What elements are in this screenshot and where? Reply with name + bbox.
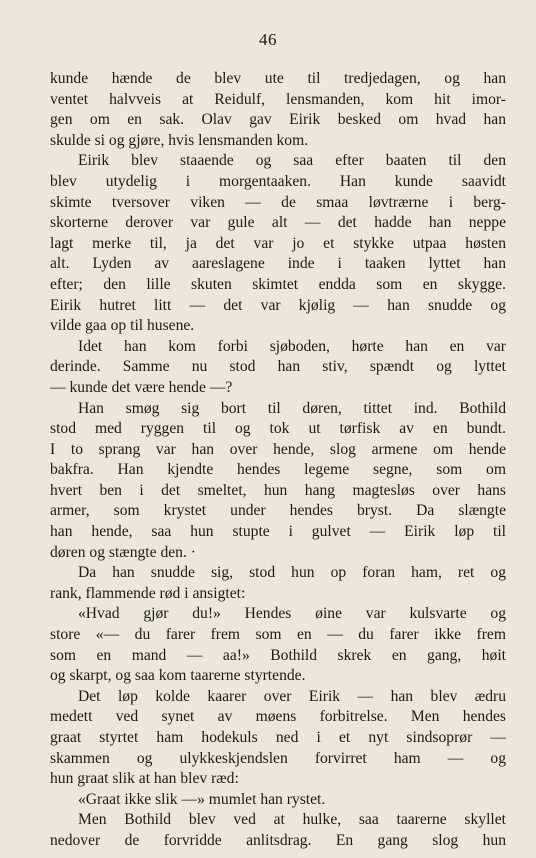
text-line: og skarpt, og saa kom taarerne styrtende.	[50, 667, 306, 685]
text-line: nedover de forvridde anlitsdrag. En gang slog hun	[50, 831, 506, 849]
text-line: armer, som krystet under hendes bryst. Da slængte	[50, 502, 506, 520]
text-line: hun graat slik at han blev ræd:	[50, 770, 239, 788]
text-line: kunde hænde de blev ute til tredjedagen, og han	[50, 70, 506, 87]
text-line: I to sprang var han over hende, slog armene om hende	[50, 440, 506, 458]
text-line: rank, flammende rød i ansigtet:	[50, 584, 246, 602]
text-line: Han smøg sig bort til døren, tittet ind. Bothild	[78, 399, 506, 417]
text-line: Eirik blev staaende og saa efter baaten til den	[78, 152, 506, 170]
text-line: skorterne derover var gule alt — det hadde han neppe	[50, 214, 506, 232]
text-line: skulde si og gjøre, hvis lensmanden kom.	[50, 131, 309, 149]
text-line: derinde. Samme nu stod han stiv, spændt og lyttet	[50, 358, 506, 376]
text-line: Men Bothild blev ved at hulke, saa taarerne skyllet	[78, 811, 506, 829]
text-line: store «— du farer frem som en — du farer ikke frem	[50, 626, 506, 644]
text-line: blev utydelig i morgentaaken. Han kunde saavidt	[50, 172, 506, 190]
text-line: — kunde det være hende —?	[50, 378, 233, 396]
text-line: «Hvad gjør du!» Hendes øine var kulsvarte og	[78, 605, 506, 623]
text-line: gen om en sak. Olav gav Eirik besked om hvad han	[50, 111, 506, 129]
text-line: Da han snudde sig, stod hun op foran ham, ret og	[78, 564, 506, 582]
body-text	[50, 69, 506, 852]
text-line: vilde gaa op til husene.	[50, 317, 195, 335]
text-line: alt. Lyden av aareslagene inde i taaken lyttet han	[50, 255, 506, 273]
text-line: Idet han kom forbi sjøboden, hørte han en var	[78, 337, 506, 355]
text-line: hvert ben i det smeltet, hun hang magtesløs over hans	[50, 481, 506, 499]
text-line: Eirik hutret litt — det var kjølig — han snudde og	[50, 296, 506, 314]
text-line: lagt merke til, ja det var jo et stykke utpaa høsten	[50, 234, 506, 252]
text-line: Det løp kolde kaarer over Eirik — han blev ædru	[78, 687, 506, 705]
text-line: «Graat ikke slik —» mumlet han rystet.	[78, 790, 326, 808]
text-line: efter; den lille skuten skimtet endda som en skygge.	[50, 275, 506, 293]
text-line: medett ved synet av møens forbitrelse. Men hendes	[50, 708, 506, 726]
text-line: stod med ryggen til og tok ut tørfisk av en bundt.	[50, 420, 506, 438]
text-line: døren og stængte den. ·	[50, 543, 196, 561]
text-line: graat styrtet ham hodekuls ned i et nyt sindsoprør —	[50, 729, 506, 746]
text-line: som en mand — aa!» Bothild skrek en gang, høit	[50, 646, 506, 664]
text-line: bakfra. Han kjendte hendes legeme segne, som om	[50, 461, 506, 479]
text-line: skimte tversover viken — de smaa løvtrærne i berg-	[50, 193, 506, 211]
text-line: han hende, saa hun stupte i gulvet — Eirik løp til	[50, 523, 506, 541]
text-line: ventet halvveis at Reidulf, lensmanden, kom hit imor-	[50, 90, 506, 108]
text-line: skammen og ulykkeskjendslen forvirret ham — og	[50, 749, 506, 767]
page-number: 46	[259, 30, 277, 49]
